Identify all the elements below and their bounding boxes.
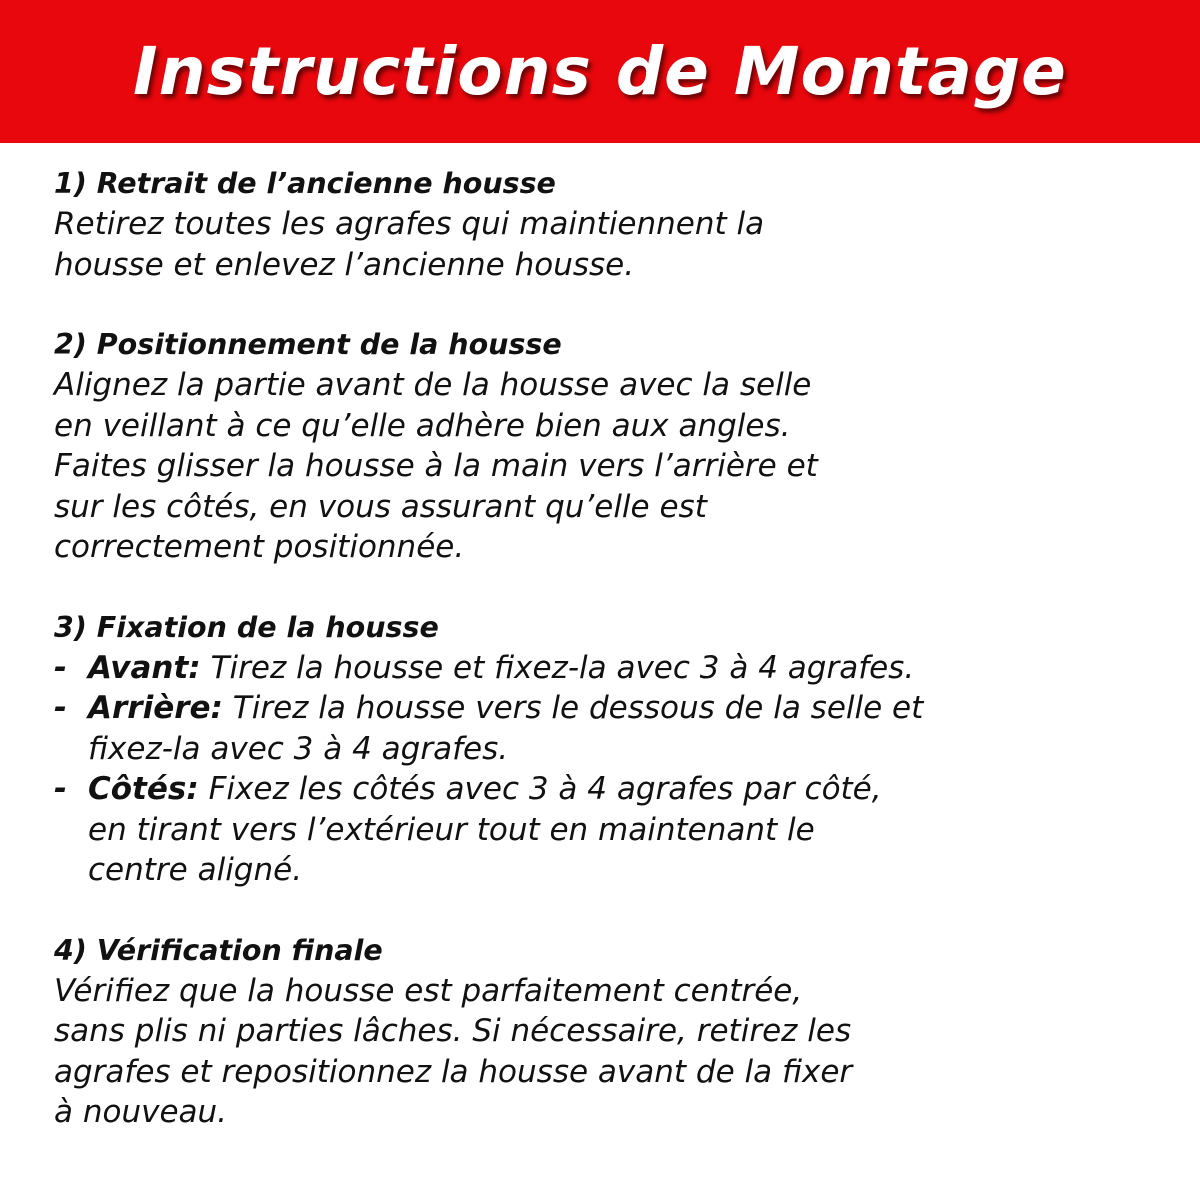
section-final-check [54,931,1164,1133]
bullet-sides [54,769,1164,891]
section-title: 3) Fixation de la housse [54,610,439,644]
text-line: agrafes et repositionnez la housse avant de la fixer [54,1053,853,1090]
bullet-dash: - [54,771,67,807]
bullet-front [54,648,1164,689]
bullet-label: Avant: [88,649,201,686]
instructions-body [54,164,1164,1133]
text-line: Vérifiez que la housse est parfaitement centrée, [54,972,803,1009]
header-banner [0,0,1200,143]
bullet-text: Fixez les côtés avec 3 à 4 agrafes par côté, [198,771,882,807]
text-line: sur les côtés, en vous assurant qu’elle est [54,488,707,525]
text-line: Retirez toutes les agrafes qui maintiennent la [54,206,765,242]
bullet-dash: - [54,690,67,726]
text-line: centre aligné. [88,852,303,888]
text-line [88,688,923,729]
section-title: 1) Retrait de l’ancienne housse [54,167,556,200]
text-line: en veillant à ce qu’elle adhère bien aux angles. [54,407,791,444]
section-title: 2) Positionnement de la housse [54,328,562,361]
bullet-dash: - [54,649,67,686]
section-fixing [54,608,1164,891]
text-line: Alignez la partie avant de la housse avec la selle [54,367,812,403]
text-line [88,769,882,810]
section-positioning [54,325,1164,568]
text-line: sans plis ni parties lâches. Si nécessaire, retirez les [54,1013,852,1049]
page-title: Instructions de Montage [133,33,1067,110]
bullet-body [88,769,882,891]
text-line: à nouveau. [54,1094,228,1130]
bullet-rear [54,688,1164,769]
section-removal [54,164,1164,285]
text-line: housse et enlevez l’ancienne housse. [54,246,635,283]
bullet-text: Tirez la housse et fixez-la avec 3 à 4 agrafes. [200,649,915,686]
text-line: Faites glisser la housse à la main vers l’arrière et [54,448,818,484]
section-text [54,365,1164,568]
text-line: correctement positionnée. [54,529,465,565]
bullet-body [88,648,914,689]
bullet-body [88,688,923,769]
text-line: en tirant vers l’extérieur tout en maintenant le [88,811,815,848]
section-text [54,971,1164,1133]
text-line: fixez-la avec 3 à 4 agrafes. [88,730,509,767]
section-text [54,204,1164,285]
bullet-label: Arrière: [88,690,223,726]
text-line [88,648,914,689]
section-title: 4) Vérification finale [54,933,383,967]
bullet-text: Tirez la housse vers le dessous de la selle et [222,690,924,726]
bullet-label: Côtés: [88,771,199,807]
